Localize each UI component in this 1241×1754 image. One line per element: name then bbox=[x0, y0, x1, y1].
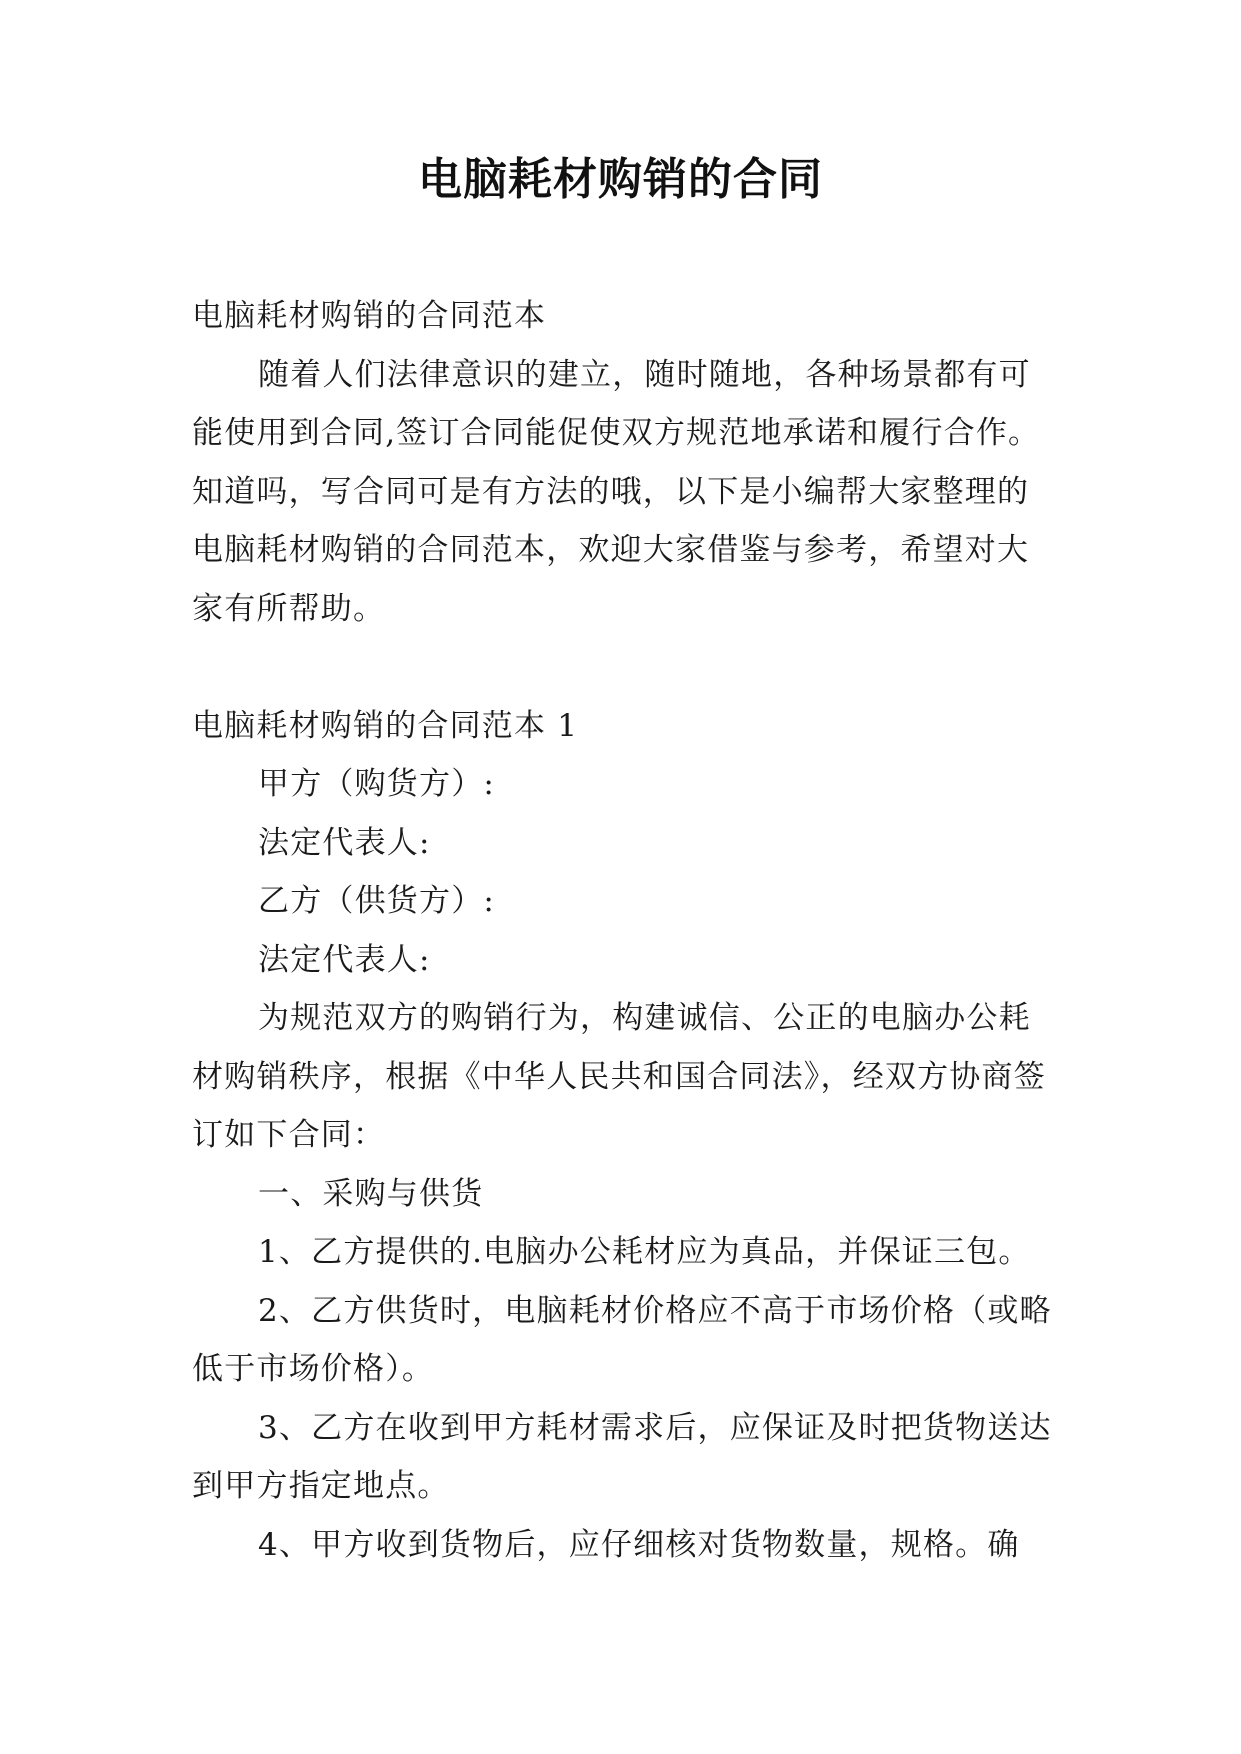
clause-heading: 一、采购与供货 bbox=[258, 1175, 484, 1212]
document-title: 电脑耗材购销的合同 bbox=[418, 154, 823, 205]
document-body bbox=[192, 287, 1057, 1574]
party-a-line: 甲方（购货方）: bbox=[258, 766, 496, 802]
clause-item-1: 1、乙方提供的.电脑办公耗材应为真品，并保证三包。 bbox=[258, 1234, 1031, 1270]
clause-item-4: 4、甲方收到货物后，应仔细核对货物数量，规格。确 bbox=[258, 1526, 1020, 1563]
party-b-line: 乙方（供货方）: bbox=[258, 883, 496, 919]
representative-b-line: 法定代表人: bbox=[258, 941, 431, 978]
clause-item-2: 2、乙方供货时，电脑耗材价格应不高于市场价格（或略低于市场价格）。 bbox=[192, 1292, 1052, 1387]
preamble-paragraph: 为规范双方的购销行为，构建诚信、公正的电脑办公耗材购销秩序，根据《中华人民共和国合同法》，经双方协商签订如下合同： bbox=[192, 1000, 1046, 1153]
representative-a-line: 法定代表人: bbox=[258, 824, 431, 861]
paragraph-spacer bbox=[192, 638, 1057, 697]
intro-paragraph: 随着人们法律意识的建立，随时随地，各种场景都有可能使用到合同,签订合同能促使双方规范地承诺和履行合作。知道吗，写合同可是有方法的哦，以下是小编帮大家整理的电脑耗材购销的合同范本，欢迎大家借鉴与参考，希望对大家有所帮助。 bbox=[192, 356, 1041, 627]
clause-item-3: 3、乙方在收到甲方耗材需求后，应保证及时把货物送达到甲方指定地点。 bbox=[192, 1409, 1052, 1504]
section-title: 电脑耗材购销的合同范本 1 bbox=[192, 707, 579, 744]
subtitle: 电脑耗材购销的合同范本 bbox=[192, 298, 547, 334]
